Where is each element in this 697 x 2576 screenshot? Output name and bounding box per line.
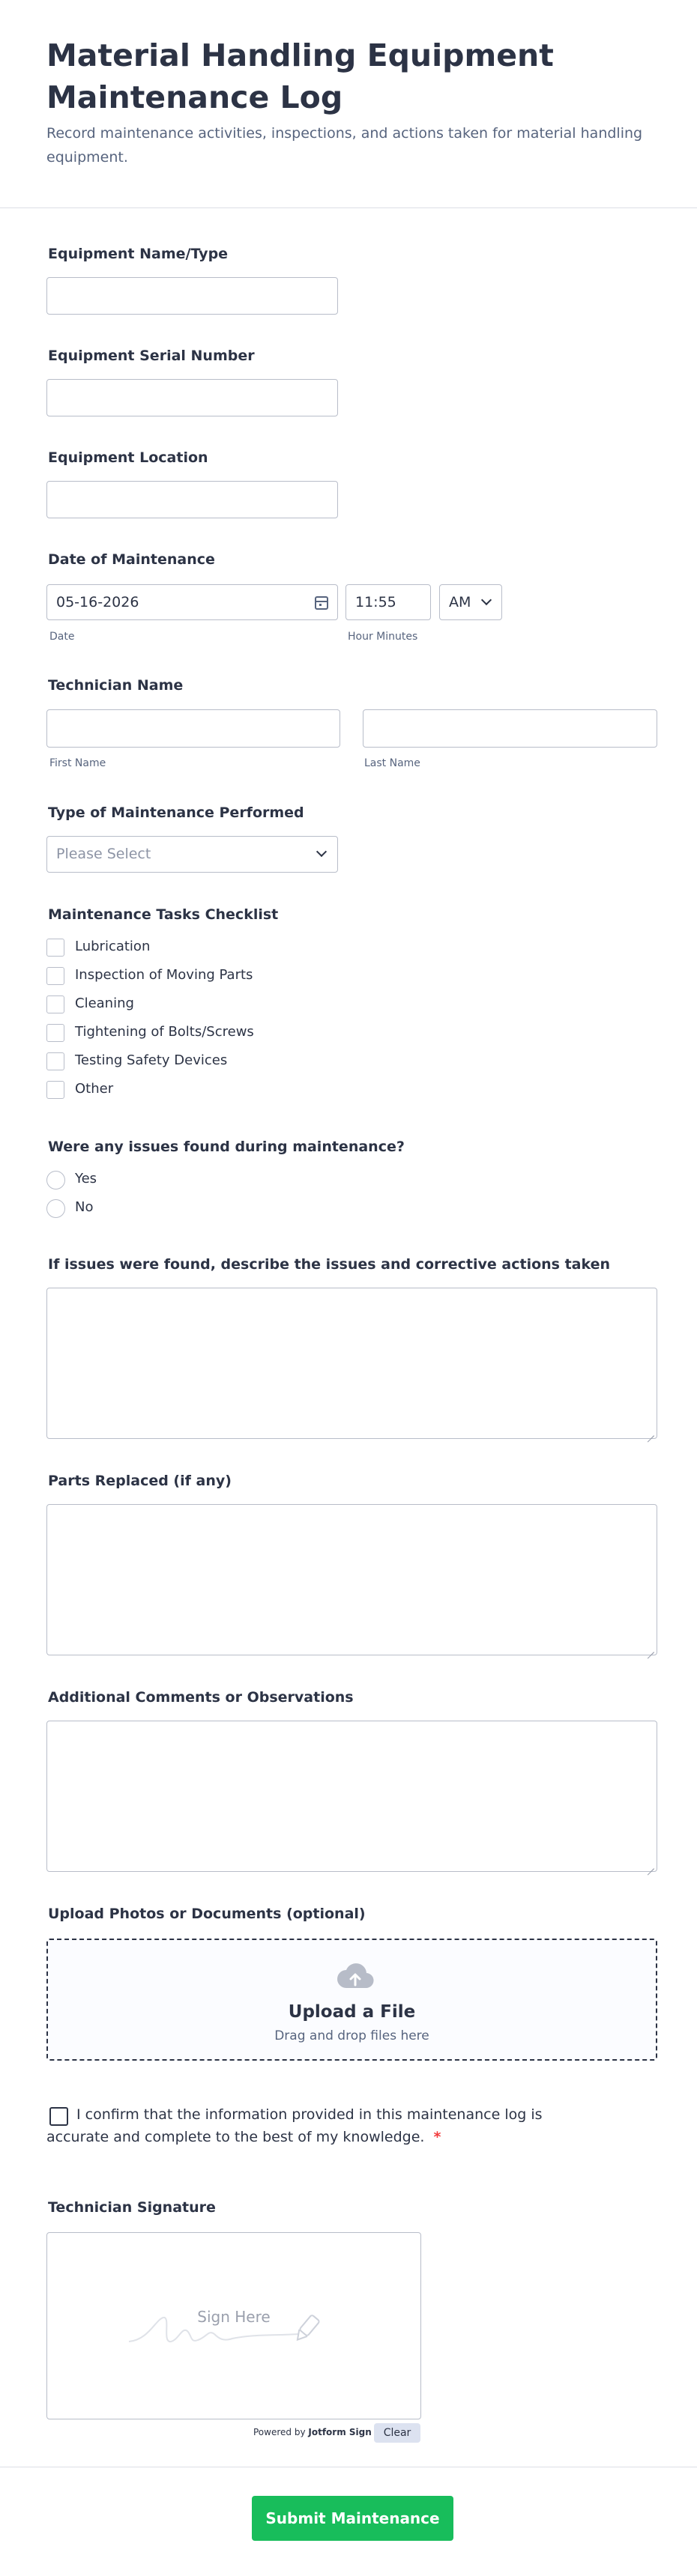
chevron-down-icon [316,846,327,857]
signature-label: Technician Signature [48,2199,216,2216]
maintenance-type-placeholder: Please Select [56,846,151,862]
checkbox[interactable] [46,995,64,1013]
comments-textarea[interactable] [46,1721,657,1872]
date-sublabel: Date [49,631,75,643]
clear-signature-button[interactable]: Clear [374,2423,420,2443]
checkbox[interactable] [46,967,64,985]
confirm-statement [46,2103,556,2148]
maintenance-type-select[interactable] [46,836,338,873]
date-label: Date of Maintenance [48,551,215,568]
task-option-label: Other [75,1081,114,1097]
issues-description-label: If issues were found, describe the issues and corrective actions taken [48,1256,611,1273]
form-header [0,0,697,208]
time-input[interactable]: 11:55 [346,584,431,620]
radio-button[interactable] [46,1199,65,1218]
signature-scribble-icon [126,2304,343,2349]
calendar-icon[interactable] [315,596,328,610]
first-name-input[interactable] [46,709,340,748]
equipment-name-input[interactable] [46,277,338,315]
sign-here-hint: Sign Here [197,2308,271,2326]
maintenance-type-label: Type of Maintenance Performed [48,804,304,821]
comments-label: Additional Comments or Observations [48,1689,354,1706]
confirm-text: I confirm that the information provided in this maintenance log is accurate and complete to the best of my knowledge. [46,2106,543,2145]
issues-description-textarea[interactable] [46,1288,657,1439]
time-sublabel: Hour Minutes [348,631,418,643]
chevron-down-icon [481,595,492,605]
resize-handle-icon[interactable] [647,1428,654,1436]
task-option-label: Tightening of Bolts/Screws [75,1024,254,1040]
parts-replaced-textarea[interactable] [46,1504,657,1655]
resize-handle-icon[interactable] [647,1861,654,1869]
task-option-label: Testing Safety Devices [75,1052,228,1068]
submit-button[interactable]: Submit Maintenance Log [252,2496,453,2541]
technician-name-label: Technician Name [48,677,184,694]
signature-pad[interactable] [46,2232,421,2419]
checkbox[interactable] [46,1024,64,1042]
powered-by-text: Powered by [253,2427,306,2437]
page-title: Material Handling Equipment Maintenance Log [46,37,554,115]
page-subtitle: Record maintenance activities, inspections, and actions taken for material handling equipment. [46,125,643,166]
serial-number-input[interactable] [46,379,338,416]
parts-replaced-label: Parts Replaced (if any) [48,1473,232,1489]
upload-title: Upload a File [288,2002,416,2022]
serial-number-label: Equipment Serial Number [48,348,255,364]
upload-subtitle: Drag and drop files here [274,2028,429,2043]
tasks-checklist-label: Maintenance Tasks Checklist [48,906,279,923]
resize-handle-icon[interactable] [647,1645,654,1652]
last-name-sublabel: Last Name [364,757,420,769]
checkbox[interactable] [46,1081,64,1099]
radio-option-label: Yes [75,1171,97,1187]
radio-button[interactable] [46,1171,65,1189]
equipment-location-label: Equipment Location [48,449,208,466]
upload-label: Upload Photos or Documents (optional) [48,1906,366,1922]
required-mark: * [433,2129,441,2145]
checkbox[interactable] [46,939,64,957]
date-value: 05-16-2026 [56,594,139,610]
cloud-upload-icon [336,1963,375,1989]
checkbox[interactable] [46,1052,64,1070]
issues-found-label: Were any issues found during maintenance? [48,1139,405,1155]
last-name-input[interactable] [363,709,657,748]
task-option-label: Lubrication [75,939,151,954]
task-option-label: Cleaning [75,995,134,1011]
ampm-select[interactable] [439,584,502,620]
equipment-name-label: Equipment Name/Type [48,246,229,262]
ampm-value: AM [449,594,471,610]
jotform-sign-brand: Jotform Sign [308,2427,372,2437]
equipment-location-input[interactable] [46,481,338,518]
powered-by [253,2427,372,2437]
date-input[interactable] [46,584,338,620]
file-upload-dropzone[interactable] [46,1939,657,2061]
first-name-sublabel: First Name [49,757,106,769]
radio-option-label: No [75,1199,94,1215]
task-option-label: Inspection of Moving Parts [75,967,253,983]
